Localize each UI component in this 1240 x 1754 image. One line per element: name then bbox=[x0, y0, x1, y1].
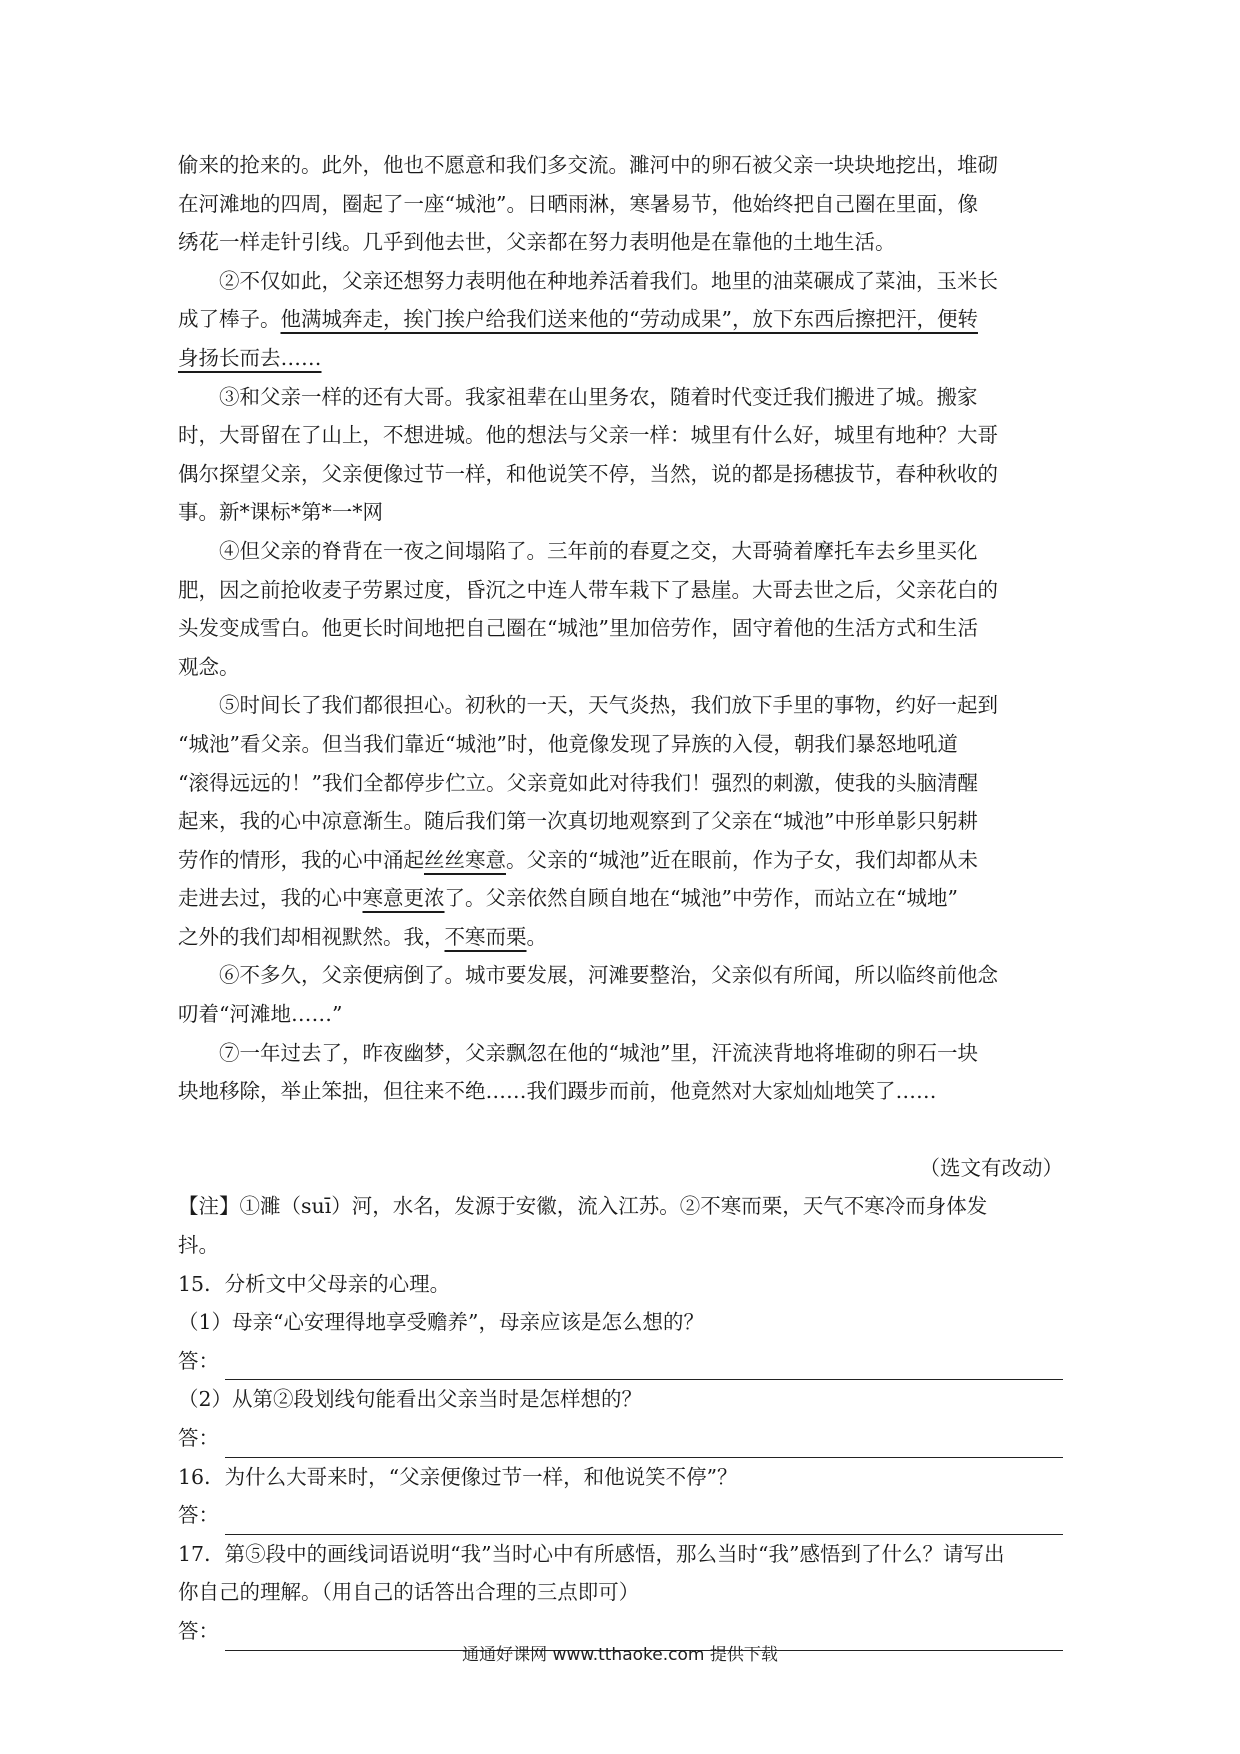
underlined-phrase: 不寒而栗 bbox=[444, 924, 527, 949]
question-15-2: （2）从第②段划线句能看出父亲当时是怎样想的？ bbox=[178, 1387, 643, 1412]
passage-line: 叨着“河滩地……” bbox=[178, 1002, 343, 1027]
answer-row[interactable] bbox=[178, 1419, 1063, 1458]
underlined-phrase: 寒意更浓 bbox=[362, 886, 445, 911]
passage-line: ④但父亲的脊背在一夜之间塌陷了。三年前的春夏之交，大哥骑着摩托车去乡里买化 bbox=[219, 538, 978, 563]
annotation-note bbox=[178, 1187, 1063, 1264]
passage-line: ⑦一年过去了，昨夜幽梦，父亲飘忽在他的“城池”里，汗流浃背地将堆砌的卵石一块 bbox=[219, 1040, 978, 1065]
passage-line: 绣花一样走针引线。几乎到他去世，父亲都在努力表明他是在靠他的土地生活。 bbox=[178, 230, 896, 255]
question-16: 16．为什么大哥来时，“父亲便像过节一样，和他说笑不停”？ bbox=[178, 1464, 738, 1489]
plain-text: 劳作的情形，我的心中涌起 bbox=[178, 847, 424, 872]
passage bbox=[178, 146, 1063, 1111]
answer-row[interactable] bbox=[178, 1496, 1063, 1535]
passage-line: 头发变成雪白。他更长时间地把自己圈在“城池”里加倍劳作，固守着他的生活方式和生活 bbox=[178, 616, 978, 641]
answer-label: 答： bbox=[178, 1426, 219, 1450]
answer-row[interactable] bbox=[178, 1342, 1063, 1381]
passage-line bbox=[178, 300, 1063, 339]
passage-line: ⑤时间长了我们都很担心。初秋的一天，天气炎热，我们放下手里的事物，约好一起到 bbox=[219, 693, 998, 718]
question-15: 15．分析文中父母亲的心理。 bbox=[178, 1271, 451, 1296]
note-line: 【注】①濉（suī）河，水名，发源于安徽，流入江苏。②不寒而栗，天气不寒冷而身体发 bbox=[178, 1194, 988, 1219]
underlined-phrase: 丝丝寒意 bbox=[424, 847, 506, 872]
passage-line: 在河滩地的四周，圈起了一座“城池”。日晒雨淋，寒暑易节，他始终把自己圈在里面，像 bbox=[178, 191, 978, 216]
passage-line: 偷来的抢来的。此外，他也不愿意和我们多交流。濉河中的卵石被父亲一块块地挖出，堆砌 bbox=[178, 153, 998, 177]
passage-line: ③和父亲一样的还有大哥。我家祖辈在山里务农，随着时代变迁我们搬进了城。搬家 bbox=[219, 384, 978, 409]
plain-text: 成了棒子。 bbox=[178, 307, 281, 332]
answer-line[interactable] bbox=[225, 1506, 1063, 1535]
passage-line bbox=[178, 918, 1063, 957]
passage-line bbox=[178, 841, 1063, 880]
plain-text: 走进去过，我的心中 bbox=[178, 886, 363, 911]
plain-text: 。 bbox=[526, 924, 547, 949]
document-page bbox=[178, 146, 1063, 1651]
question-17: 你自己的理解。（用自己的话答出合理的三点即可） bbox=[178, 1580, 640, 1605]
page-footer: 通通好课网 www.tthaoke.com 提供下载 bbox=[462, 1645, 778, 1665]
answer-line[interactable] bbox=[225, 1351, 1063, 1380]
passage-line: 块地移除，举止笨拙，但往来不绝……我们蹑步而前，他竟然对大家灿灿地笑了…… bbox=[178, 1079, 937, 1104]
answer-label: 答： bbox=[178, 1503, 219, 1528]
plain-text: 之外的我们却相视默然。我， bbox=[178, 924, 445, 949]
passage-line bbox=[178, 339, 1063, 378]
underlined-sentence: 他满城奔走，挨门挨户给我们送来他的“劳动成果”，放下东西后擦把汗，便转 bbox=[280, 307, 978, 332]
passage-line: 事。新*课标*第*一*网 bbox=[178, 500, 383, 525]
passage-line: “城池”看父亲。但当我们靠近“城池”时，他竟像发现了异族的入侵，朝我们暴怒地吼道 bbox=[178, 731, 958, 756]
passage-line: “滚得远远的！”我们全都停步伫立。父亲竟如此对待我们！强烈的刺激，使我的头脑清醒 bbox=[178, 770, 978, 795]
passage-line: ②不仅如此，父亲还想努力表明他在种地养活着我们。地里的油菜碾成了菜油，玉米长 bbox=[219, 268, 998, 293]
note-line: 抖。 bbox=[178, 1233, 219, 1258]
passage-line: 偶尔探望父亲，父亲便像过节一样，和他说笑不停，当然，说的都是扬穗拔节，春种秋收的 bbox=[178, 461, 998, 486]
underlined-sentence: 身扬长而去…… bbox=[178, 345, 322, 370]
question-15-1: （1）母亲“心安理得地享受赡养”，母亲应该是怎么想的？ bbox=[178, 1310, 705, 1335]
passage-line: ⑥不多久，父亲便病倒了。城市要发展，河滩要整治，父亲似有所闻，所以临终前他念 bbox=[219, 963, 998, 988]
answer-label: 答： bbox=[178, 1348, 219, 1373]
passage-line: 肥，因之前抢收麦子劳累过度，昏沉之中连人带车栽下了悬崖。大哥去世之后，父亲花白的 bbox=[178, 577, 998, 602]
passage-line: 时，大哥留在了山上，不想进城。他的想法与父亲一样：城里有什么好，城里有地种？大哥 bbox=[178, 423, 998, 448]
passage-line bbox=[178, 879, 1063, 918]
question-17: 17．第⑤段中的画线词语说明“我”当时心中有所感悟，那么当时“我”感悟到了什么？请写出 bbox=[178, 1541, 1005, 1566]
plain-text: 了。父亲依然自顾自地在“城池”中劳作，而站立在“城地” bbox=[444, 886, 958, 911]
plain-text: 。父亲的“城池”近在眼前，作为子女，我们却都从未 bbox=[506, 847, 978, 872]
source-note: （选文有改动） bbox=[919, 1155, 1063, 1180]
questions bbox=[178, 1265, 1063, 1651]
passage-line: 观念。 bbox=[178, 654, 240, 679]
answer-line[interactable] bbox=[225, 1429, 1063, 1458]
answer-label: 答： bbox=[178, 1618, 219, 1643]
passage-line: 起来，我的心中凉意渐生。随后我们第一次真切地观察到了父亲在“城池”中形单影只躬耕 bbox=[178, 809, 978, 834]
